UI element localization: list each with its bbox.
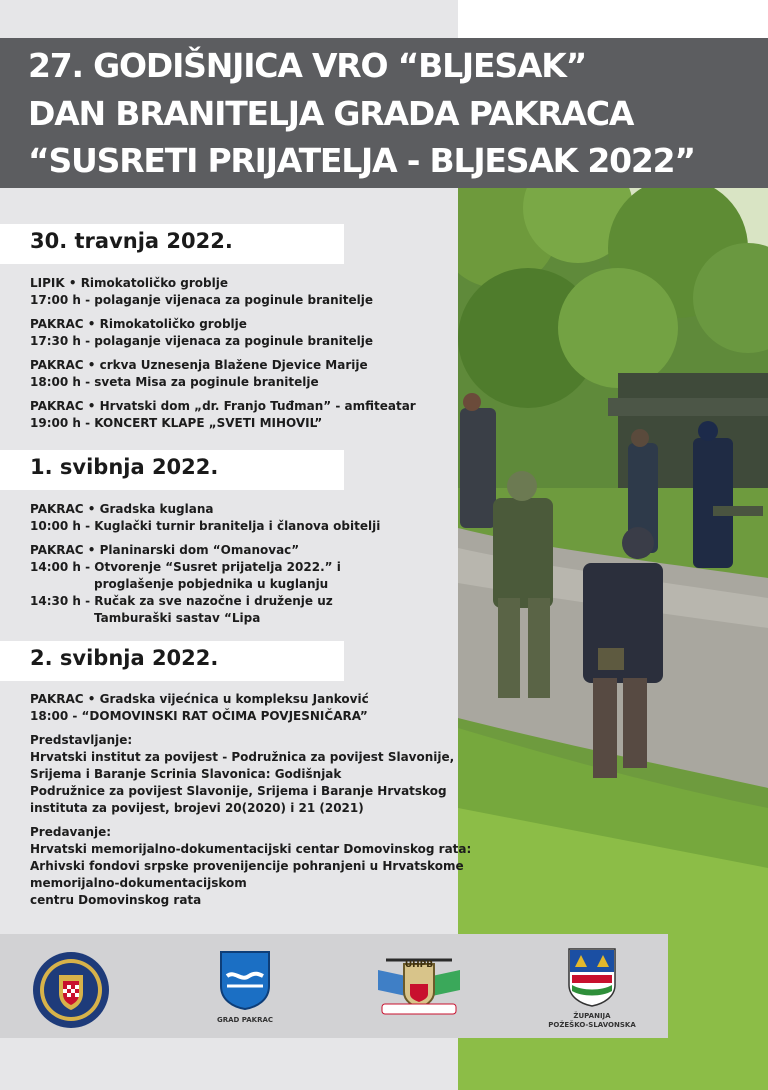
presentation-line: Srijema i Baranje Scrinia Slavonica: Godišnjak: [30, 767, 342, 781]
lecture-line: Hrvatski memorijalno-dokumentacijski centar Domovinskog rata:: [30, 842, 472, 856]
event-time: 17:00 h - polaganje vijenaca za poginule branitelje: [30, 293, 373, 307]
header-title-line1: 27. GODIŠNJICA VRO “BLJESAK”: [28, 46, 587, 85]
event-day1-1: [30, 275, 373, 309]
presentation-block: [30, 732, 454, 817]
event-time: 18:00 - “DOMOVINSKI RAT OČIMA POVJESNIČARA”: [30, 709, 368, 723]
header-title-line2: DAN BRANITELJA GRADA PAKRACA: [28, 94, 634, 133]
lecture-heading: Predavanje:: [30, 825, 112, 839]
event-location: PAKRAC • Gradska vijećnica u kompleksu Janković: [30, 692, 369, 706]
date-day1: 30. travnja 2022.: [30, 229, 233, 253]
event-time: 14:30 h - Ručak za sve nazočne i druženje uz: [30, 594, 333, 608]
presentation-line: Podružnice za povijest Slavonije, Srijema i Baranje Hrvatskog: [30, 784, 447, 798]
presentation-line: Hrvatski institut za povijest - Podružnica za povijest Slavonije,: [30, 750, 455, 764]
event-time-continued: proglašenje pobjednika u kuglanju: [94, 577, 329, 591]
date-day3: 2. svibnja 2022.: [30, 646, 219, 670]
presentation-heading: Predstavljanje:: [30, 733, 133, 747]
event-location: PAKRAC • crkva Uznesenja Blažene Djevice Marije: [30, 358, 368, 372]
presentation-line: instituta za povijest, brojevi 20(2020) i 21 (2021): [30, 801, 364, 815]
sponsor-logo-bar: [0, 934, 668, 1038]
event-location: LIPIK • Rimokatoličko groblje: [30, 276, 228, 290]
ministry-shield-icon: [32, 951, 110, 1029]
header-title-line3: “SUSRETI PRIJATELJA - BLJESAK 2022”: [28, 141, 695, 180]
date-bar-day2: [0, 450, 344, 490]
event-location: PAKRAC • Gradska kuglana: [30, 502, 214, 516]
lecture-line: centru Domovinskog rata: [30, 893, 202, 907]
pakrac-caption: GRAD PAKRAC: [216, 1016, 274, 1024]
lecture-line: memorijalno-dokumentacijskom: [30, 876, 247, 890]
event-day1-2: [30, 316, 373, 350]
event-location: PAKRAC • Hrvatski dom „dr. Franjo Tuđman” - amfiteatar: [30, 399, 416, 413]
pakrac-coat-of-arms-icon: [219, 950, 271, 1010]
event-time-continued: Tamburaški sastav “Lipa: [94, 611, 261, 625]
lecture-block: [30, 824, 471, 909]
date-bar-day3: [0, 641, 344, 681]
event-time: 14:00 h - Otvorenje “Susret prijatelja 2022.” i: [30, 560, 341, 574]
veterans-badge-text: UHPB: [404, 960, 434, 970]
event-day3-1: [30, 691, 369, 725]
event-time: 17:30 h - polaganje vijenaca za poginule branitelje: [30, 334, 373, 348]
event-day1-4: [30, 398, 416, 432]
event-day1-3: [30, 357, 368, 391]
county-caption-line1: ŽUPANIJA: [573, 1012, 611, 1020]
date-day2: 1. svibnja 2022.: [30, 455, 219, 479]
county-coat-of-arms-icon: [567, 947, 617, 1007]
top-right-blank: [458, 0, 768, 40]
event-location: PAKRAC • Rimokatoličko groblje: [30, 317, 247, 331]
header-banner: [0, 38, 768, 188]
date-bar-day1: [0, 224, 344, 264]
lecture-line: Arhivski fondovi srpske provenijencije pohranjeni u Hrvatskome: [30, 859, 464, 873]
event-time: 19:00 h - KONCERT KLAPE „SVETI MIHOVIL”: [30, 416, 323, 430]
event-location: PAKRAC • Planinarski dom “Omanovac”: [30, 543, 300, 557]
event-day2-2: [30, 542, 341, 627]
county-caption-line2: POŽEŠKO-SLAVONSKA: [548, 1021, 636, 1029]
event-time: 18:00 h - sveta Misa za poginule branitelje: [30, 375, 319, 389]
event-day2-1: [30, 501, 380, 535]
event-time: 10:00 h - Kuglački turnir branitelja i članova obitelji: [30, 519, 381, 533]
